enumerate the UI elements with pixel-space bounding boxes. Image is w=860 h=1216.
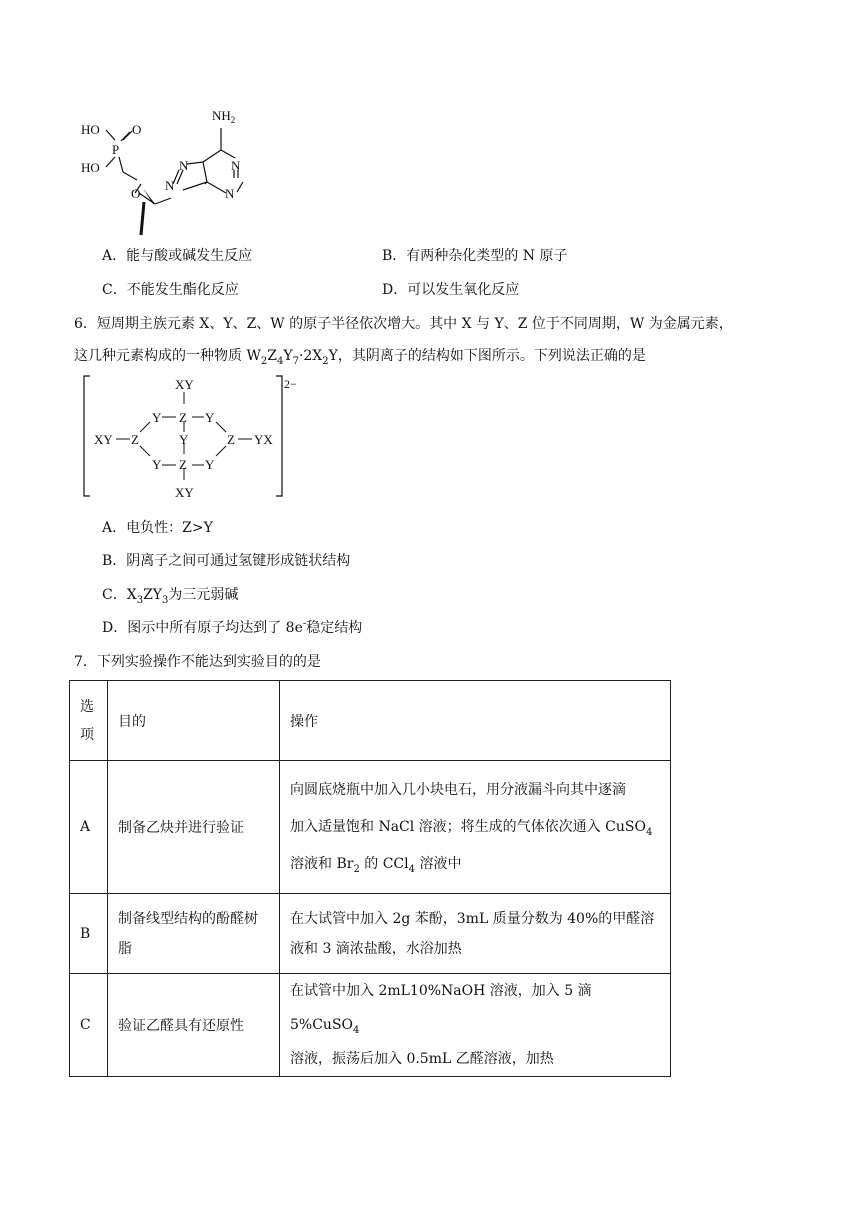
- oh-label-bottom: HO: [81, 160, 100, 175]
- phosphorus-label: P: [112, 142, 120, 157]
- q5-option-a[interactable]: A．能与酸或碱发生反应: [102, 248, 253, 264]
- header-operation: 操作: [280, 681, 671, 761]
- row-c-operation: 在试管中加入 2mL10%NaOH 溶液，加入 5 滴 5%CuSO$_4$ 溶液，振荡后加入 0.5mL 乙醛溶液，加热: [280, 974, 671, 1077]
- z-bottom: Z: [179, 457, 187, 472]
- table-row-b: [70, 894, 671, 974]
- y-top-right: Y: [205, 410, 215, 425]
- q6-option-a[interactable]: A．电负性：Z>Y: [102, 520, 213, 536]
- nh2-label: $NH_2$: [212, 108, 236, 125]
- row-b-purpose: 制备线型结构的酚醛树 脂: [108, 894, 280, 974]
- q6-option-c[interactable]: C．$X_3ZY_3$为三元弱碱: [102, 587, 239, 606]
- table-header-row: [70, 681, 671, 761]
- header-purpose: 目的: [108, 681, 280, 761]
- row-c-purpose: 验证乙醛具有还原性: [108, 974, 280, 1077]
- q6-option-d[interactable]: D．图示中所有原子均达到了 8e-稳定结构: [102, 618, 363, 636]
- oxygen-label-ether: O: [131, 186, 141, 201]
- q6-stem-line2: 这几种元素构成的一种物质 $W_2Z_4Y_7\cdot 2X_2Y$，其阴离子的结构如下图所示。下列说法正确的是: [74, 348, 646, 367]
- table-row-c: [70, 974, 671, 1077]
- q6-option-b[interactable]: B．阴离子之间可通过氢键形成链状结构: [102, 553, 351, 569]
- row-a-option: A: [70, 761, 108, 894]
- row-a-purpose: 制备乙炔并进行验证: [108, 761, 280, 894]
- z-top: Z: [179, 410, 187, 425]
- n-label-3: N: [225, 186, 235, 201]
- xy-top: XY: [175, 377, 194, 392]
- row-a-operation: 向圆底烧瓶中加入几小块电石，用分液漏斗向其中逐滴 加入适量饱和 NaCl 溶液；将生成的气体依次通入 CuSO$_4$ 溶液和 $Br_2$ 的 CCl$_4$ 溶液中: [280, 761, 671, 894]
- n-label-9: N: [165, 178, 175, 193]
- oh-label-top: HO: [81, 122, 100, 137]
- header-option: 选 项: [70, 681, 108, 761]
- row-b-option: B: [70, 894, 108, 974]
- y-center: Y: [179, 432, 189, 447]
- yx-right: YX: [254, 432, 273, 447]
- row-c-option: C: [70, 974, 108, 1077]
- q5-option-d[interactable]: D．可以发生氧化反应: [382, 282, 520, 298]
- n-label-1: N: [231, 158, 241, 173]
- experiment-table: [69, 680, 671, 1077]
- anion-charge: 2−: [284, 377, 297, 391]
- row-b-operation: 在大试管中加入 2g 苯酚，3mL 质量分数为 40%的甲醛溶 液和 3 滴浓盐酸，水浴加热: [280, 894, 671, 974]
- q5-option-c[interactable]: C．不能发生酯化反应: [102, 282, 239, 298]
- z-left: Z: [131, 432, 139, 447]
- q6-stem-line1: 6．短周期主族元素 X、Y、Z、W 的原子半径依次增大。其中 X 与 Y、Z 位于不同周期，W 为金属元素，: [74, 316, 733, 332]
- tenofovir-structure: [75, 100, 275, 240]
- xy-left: XY: [94, 432, 113, 447]
- q5-option-b[interactable]: B．有两种杂化类型的 N 原子: [382, 248, 568, 264]
- y-bottom-left: Y: [152, 457, 162, 472]
- oxygen-label-double: O: [132, 122, 142, 137]
- anion-structure: [80, 372, 320, 504]
- q7-stem: 7．下列实验操作不能达到实验目的的是: [74, 654, 321, 670]
- y-top-left: Y: [152, 410, 162, 425]
- xy-bottom: XY: [175, 485, 194, 500]
- y-bottom-right: Y: [205, 457, 215, 472]
- table-row-a: [70, 761, 671, 894]
- n-label-7: N: [179, 158, 189, 173]
- z-right: Z: [227, 432, 235, 447]
